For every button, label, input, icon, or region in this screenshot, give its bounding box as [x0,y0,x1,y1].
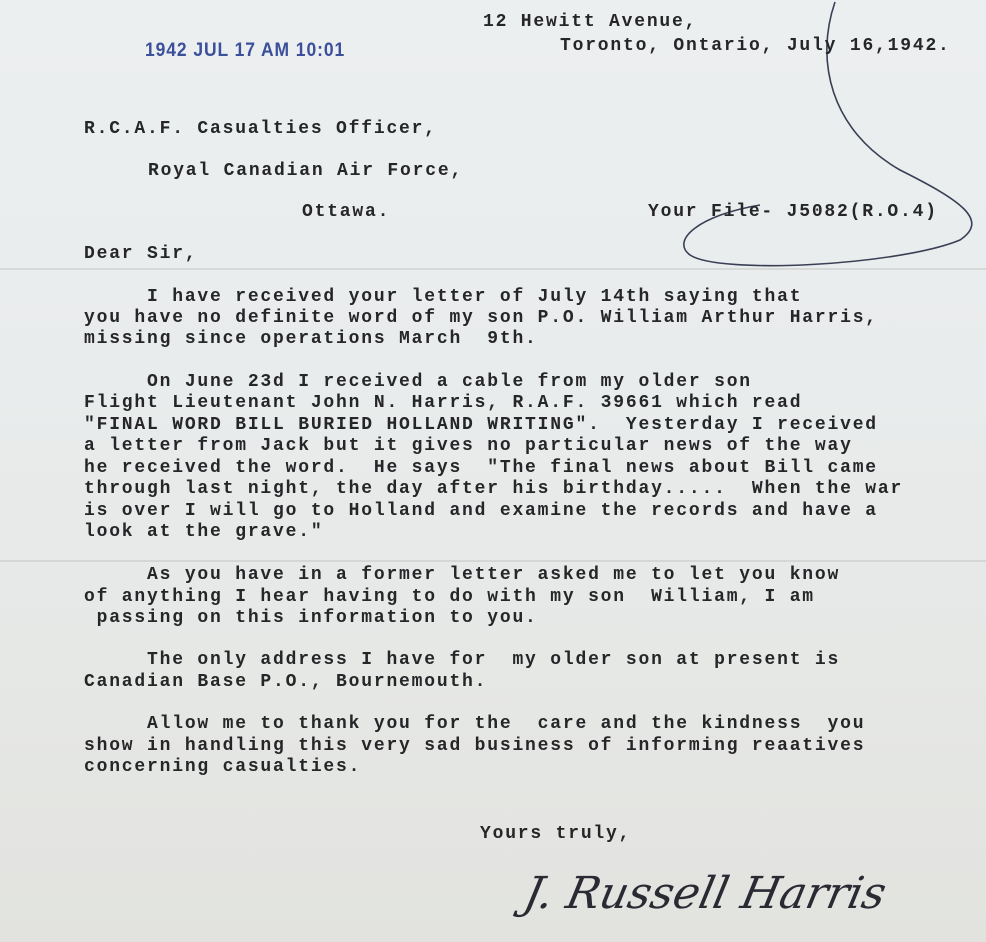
body-line: On June 23d I received a cable from my older son [84,372,752,392]
body-line: show in handling this very sad business of informing reaatives [84,736,866,756]
recipient-line: R.C.A.F. Casualties Officer, [84,119,437,139]
body-line: "FINAL WORD BILL BURIED HOLLAND WRITING". Yesterday I received [84,415,878,435]
salutation: Dear Sir, [84,244,198,264]
body-line: missing since operations March 9th. [84,329,538,349]
recipient-line: Ottawa. [302,202,391,222]
handwritten-signature: J. Russell Harris [519,868,891,919]
closing: Yours truly, [480,824,632,844]
file-reference: Your File- J5082(R.O.4) [648,202,938,222]
recipient-line: Royal Canadian Air Force, [148,161,464,181]
body-line: As you have in a former letter asked me to let you know [84,565,841,585]
body-line: concerning casualties. [84,757,362,777]
body-line: through last night, the day after his birthday..... When the war [84,479,904,499]
body-line: Flight Lieutenant John N. Harris, R.A.F. 39661 which read [84,393,803,413]
body-line: a letter from Jack but it gives no particular news of the way [84,436,853,456]
body-line: look at the grave." [84,522,324,542]
body-line: Allow me to thank you for the care and the kindness you [84,714,866,734]
body-line: passing on this information to you. [84,608,538,628]
body-line: of anything I hear having to do with my son William, I am [84,587,815,607]
body-line: he received the word. He says "The final news about Bill came [84,458,878,478]
body-line: you have no definite word of my son P.O. William Arthur Harris, [84,308,878,328]
sender-city-date: Toronto, Ontario, July 16,1942. [560,36,951,56]
body-line: is over I will go to Holland and examine the records and have a [84,501,878,521]
body-line: I have received your letter of July 14th saying that [84,287,803,307]
body-line: The only address I have for my older son at present is [84,650,841,670]
body-line: Canadian Base P.O., Bournemouth. [84,672,488,692]
sender-street: 12 Hewitt Avenue, [483,12,698,32]
received-date-stamp: 1942 JUL 17 AM 10:01 [145,40,346,61]
